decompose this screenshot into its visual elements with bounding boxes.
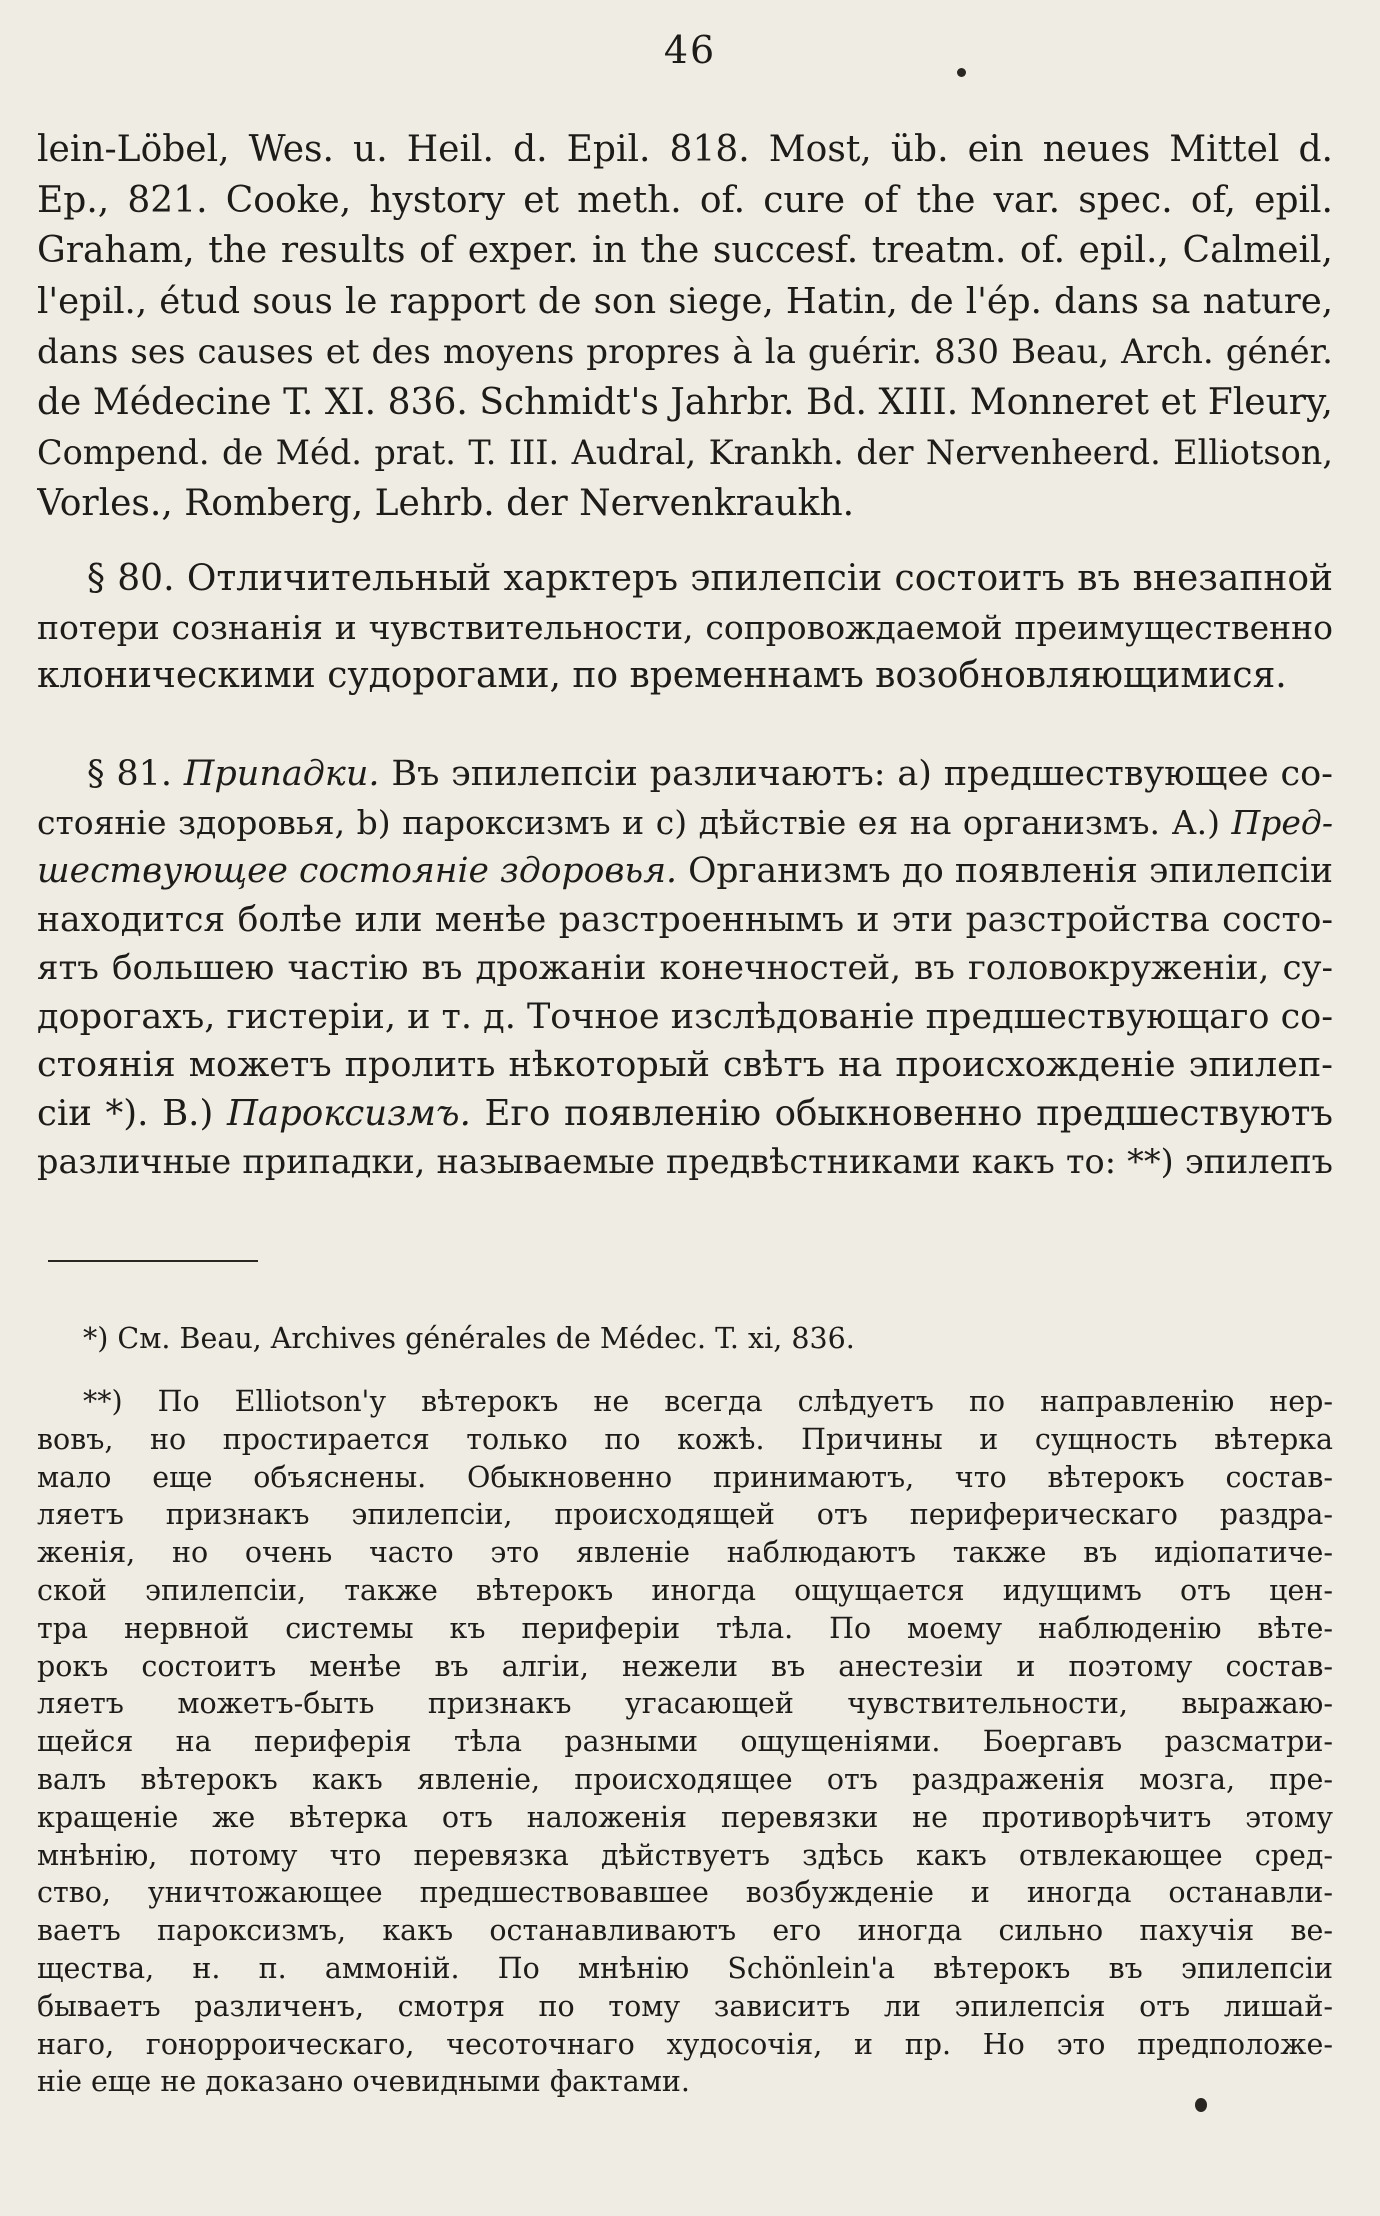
biblio-line: Compend. de Méd. prat. T. III. Audral, Krankh. der Nervenheerd. Elliotson, [37, 433, 1333, 472]
section-81-line [37, 847, 1333, 896]
footnote-line: ляетъ признакъ эпилепсіи, происходящей отъ периферическаго раздра- [37, 1498, 1333, 1532]
section-81-line: дорогахъ, гистеріи, и т. д. Точное изслѣдованіе предшествующаго со- [37, 996, 1333, 1037]
footnote-line: *) См. Beau, Archives générales de Médec. T. xi, 836. [83, 1322, 855, 1355]
footnote-line: мнѣнію, потому что перевязка дѣйствуетъ здѣсь какъ отвлекающее сред- [37, 1838, 1333, 1872]
section-80-line: потери сознанія и чувствительности, сопровождаемой преимущественно [37, 607, 1333, 647]
biblio-line: Vorles., Romberg, Lehrb. der Nervenkraukh. [37, 482, 855, 524]
section-81 [37, 750, 1333, 1187]
section-81-line: различные припадки, называемые предвѣстниками какъ то: **) эпилепъ [37, 1142, 1333, 1181]
ink-speck [957, 68, 966, 77]
section-81-line [37, 750, 1333, 799]
section-text: Организмъ до появленія эпилепсіи [677, 851, 1333, 891]
section-81-line [37, 799, 1333, 848]
ink-speck [1195, 2098, 1207, 2112]
page-number: 46 [663, 28, 717, 72]
footnote-2 [37, 1383, 1333, 2101]
footnote-line: ство, уничтожающее предшествовавшее возбужденіе и иногда останавли- [37, 1876, 1333, 1910]
bibliography-block [37, 125, 1333, 529]
footnote-line: ской эпилепсіи, также вѣтерокъ иногда ощущается идущимъ отъ цен- [37, 1573, 1333, 1607]
section-text: сіи *). В.) [37, 1092, 227, 1134]
subheading-italic: Пред- [1231, 802, 1333, 842]
footnote-line: ляетъ можетъ-быть признакъ угасающей чувствительности, выражаю- [37, 1687, 1333, 1721]
footnote-line: вовъ, но простирается только по кожѣ. Причины и сущность вѣтерка [37, 1422, 1333, 1456]
footnote-line: ваетъ пароксизмъ, какъ останавливаютъ его иногда сильно пахучія ве- [37, 1914, 1333, 1948]
footnote-line: **) По Elliotson'у вѣтерокъ не всегда слѣдуетъ по направленію нер- [83, 1385, 1333, 1418]
footnote-line: валъ вѣтерокъ какъ явленіе, происходящее отъ раздраженія мозга, пре- [37, 1762, 1333, 1796]
biblio-line: l'epil., étud sous le rapport de son siege, Hatin, de l'ép. dans sa nature, [37, 280, 1333, 322]
biblio-line: Graham, the results of exper. in the succesf. treatm. of. epil., Calmeil, [37, 230, 1333, 271]
section-81-line: стоянія можетъ пролить нѣкоторый свѣтъ на происхожденіе эпилеп- [37, 1045, 1333, 1085]
footnote-1 [37, 1320, 1333, 1358]
footnote-line: женія, но очень часто это явленіе наблюдаютъ также въ идіопатиче- [37, 1536, 1333, 1570]
biblio-line: Ep., 821. Cooke, hystory et meth. of. cure of the var. spec. of, epil. [37, 179, 1333, 221]
section-80-line: § 80. Отличительный харктеръ эпилепсіи состоитъ въ внезапной [87, 558, 1333, 599]
footnote-line: щества, н. п. аммоній. По мнѣнію Schönlein'а вѣтерокъ въ эпилепсіи [37, 1951, 1333, 1985]
biblio-line: de Médecine T. XI. 836. Schmidt's Jahrbr. Bd. XIII. Monneret et Fleury, [37, 381, 1333, 423]
section-text: Его появленію обыкновенно предшествуютъ [470, 1092, 1333, 1134]
section-text: Въ эпилепсіи различаютъ: а) предшествующее со- [379, 754, 1333, 794]
section-text: стояніе здоровья, b) пароксизмъ и с) дѣйствіе ея на организмъ. А.) [37, 802, 1232, 842]
footnote-line: бываетъ различенъ, смотря по тому зависитъ ли эпилепсія отъ лишай- [37, 1989, 1333, 2023]
section-80-line: клоническими судорогами, по временнамъ возобновляющимися. [37, 655, 1287, 696]
subheading-italic: шествующее состояніе здоровья. [37, 851, 678, 891]
footnote-line: наго, гонорроическаго, чесоточнаго худосочія, и пр. Но это предположе- [37, 2027, 1333, 2061]
section-80 [37, 555, 1333, 701]
footnote-line: щейся на периферія тѣла разными ощущеніями. Боергавъ разсматри- [37, 1725, 1333, 1759]
section-81-line [37, 1090, 1333, 1139]
footnote-line: тра нервной системы къ периферіи тѣла. По моему наблюденію вѣте- [37, 1611, 1333, 1645]
section-81-line: находится болѣе или менѣе разстроеннымъ и эти разстройства состо- [37, 899, 1333, 940]
footnote-rule [48, 1260, 258, 1262]
section-number: § 81. [87, 754, 184, 794]
section-heading: Припадки. [183, 754, 380, 794]
biblio-line: lein-Löbel, Wes. u. Heil. d. Epil. 818. Most, üb. ein neues Mittel d. [37, 129, 1333, 170]
section-81-line: ятъ большею частію въ дрожаніи конечностей, въ головокруженіи, су- [37, 948, 1333, 988]
footnote-line: кращеніе же вѣтерка отъ наложенія перевязки не противорѣчитъ этому [37, 1800, 1333, 1834]
footnote-line: ніе еще не доказано очевидными фактами. [37, 2065, 690, 2099]
footnote-line: мало еще объяснены. Обыкновенно принимаютъ, что вѣтерокъ состав- [37, 1460, 1333, 1494]
footnote-line: рокъ состоитъ менѣе въ алгіи, нежели въ анестезіи и поэтому состав- [37, 1649, 1333, 1683]
subheading-italic: Пароксизмъ. [226, 1092, 471, 1134]
biblio-line: dans ses causes et des moyens propres à la guérir. 830 Beau, Arch. génér. [37, 332, 1333, 372]
